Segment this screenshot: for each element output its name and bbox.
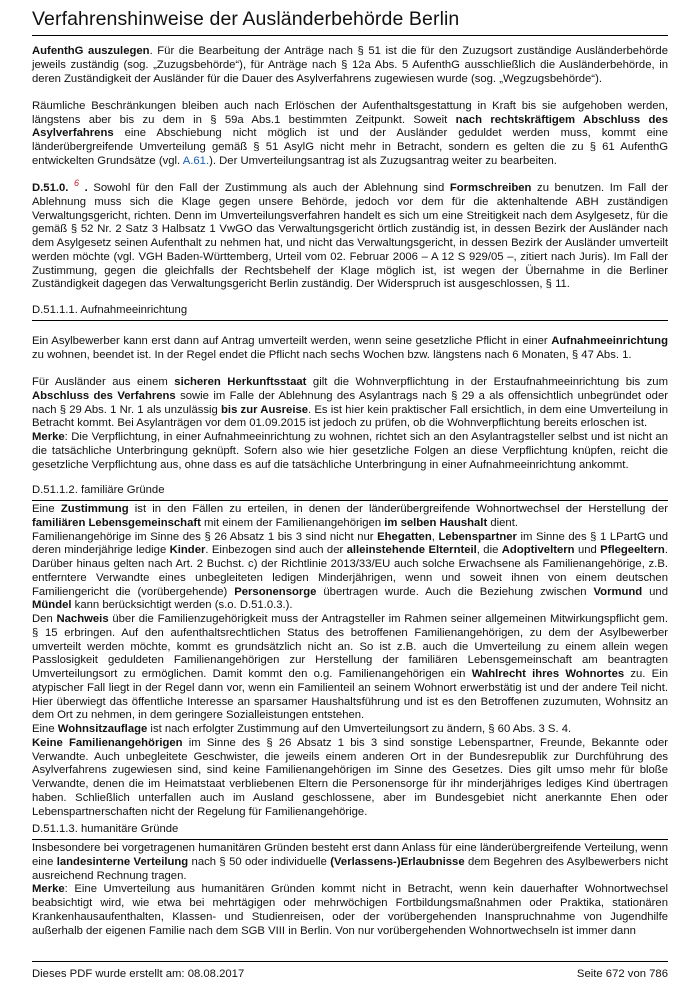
text: . Für die Bearbeitung der Anträge nach § 51 ist die für den Zuzugsort zuständige Ausländerbehörde jeweils zuständig (sog. „Zuzugsbehörde“), für Anträge nach § 12a Abs. 5 AufenthG ausschließlich die Ausländerbehörde, in deren Zuständigkeit der Ausländer für die Dauer des Asylverfahrens zugewiesen wurde (sog. „Wegzugsbehörde“).	[32, 45, 668, 85]
page-title: Verfahrenshinweise der Ausländerbehörde Berlin	[32, 8, 668, 36]
bold-term: nach rechtskräftigem Abschluss des Asylverfahrens	[32, 113, 668, 140]
text: zu benutzen. Im Fall der Ablehnung muss sich die Klage gegen unsere Behörde, jedoch vor dem für die aktenhaltende ABH zuständigen Verwaltungsgericht, richten. Denn im Umverteilungsverfahren handelt es sich um eine Streitigkeit nach dem Asylgesetz, für die gemäß § 52 Nr. 2 Satz 3 Halbsatz 1 VwGO das Verwaltungsgericht örtlich zuständig ist, in dessen Bezirk der Ausländer nach dem Asylgesetz seinen Aufenthalt zu nehmen hat, und nicht das Verwaltungsgericht, in dessen Bezirk der Ausländer umverteilt werden möchte (vgl. VGH Baden-Württemberg, Urteil vom 02. Februar 2006 – A 12 S 929/05 –, zitiert nach Juris). Im Fall der Zustimmung, gegen die gleichfalls der Rechtsbehelf der Klage möglich ist, ist wegen der Übernahme in die Berliner Zuständigkeit dagegen das Verwaltungsgericht Berlin zuständig. Der Widerspruch ist ausgeschlossen, § 11.	[32, 182, 668, 291]
text: im Sinne des § 1 LPartG und deren minderjährige ledige	[32, 530, 669, 557]
text: Sowohl für den Fall der Zustimmung als auch der Ablehnung sind	[87, 182, 450, 195]
bold-term: Zustimmung	[60, 503, 129, 516]
text: ist nach erfolgter Zustimmung auf den Umverteilungsort zu ändern, § 60 Abs. 3 S. 4.	[147, 723, 572, 736]
paragraph	[32, 503, 668, 531]
text: . Darüber hinaus gelten nach Art. 2 Buchst. c) der Richtlinie 2013/33/EU auch solche Erwachsene als Familienangehörige, z.B. entferntere Verwandte eines unbegleiteten ledigen Minderjährigen, wenn und soweit ihnen von einem deutschen Familiengericht die (vorübergehende)	[32, 544, 668, 598]
text: über die Familienzugehörigkeit muss der Antragsteller im Rahmen seiner allgemeinen Mitwirkungspflicht gem. § 15 erbringen. Auf den aufenthaltsrechtlichen Status des betroffenen Familienangehörigen, zu dem der Asylbewerber umverteilt werden möchte, kommt es grundsätzlich nicht an. So ist z.B. auch die Umverteilung zu einem allein wegen Passlosigkeit geduldeten Familienangehörigen zur Herstellung der familiären Lebensgemeinschaft am beantragten Umverteilungsort zu ermöglichen. Damit kommt den o.g. Familienangehörigen ein	[32, 613, 668, 681]
text: und	[642, 585, 668, 598]
bold-term: (Verlassens-)Erlaubnisse	[330, 855, 465, 868]
paragraph	[32, 531, 668, 614]
text: dient.	[487, 516, 518, 529]
paragraph	[32, 335, 668, 363]
bold-term: Wahlrecht ihres Wohnortes	[471, 668, 625, 681]
paragraph	[32, 100, 668, 169]
text: dem Begehren des Asylbewerbers nicht ausreichend Rechnung tragen.	[32, 855, 668, 882]
section-heading: D.51.1.3. humanitäre Gründe	[32, 823, 668, 840]
text: : Eine Umverteilung aus humanitären Gründen kommt nicht in Betracht, wenn kein dauerhafter Wohnortwechsel beabsichtigt wird, wie etwa bei mehrtägigen oder mehrwöchigen Fortbildungsmaßnahmen oder Praktika, stationären Krankenhausaufenthalten, Klassen- und Studienreisen, oder der vorübergehenden Inanspruchnahme von Jugendhilfe außerhalb der eigenen Familie nach dem SGB VIII in Berlin. Von nur vorübergehenden Wohnortwechseln ist immer dann	[32, 883, 668, 937]
bold-term: Mündel	[32, 599, 72, 612]
text: mit einem der Familienangehörigen	[200, 516, 385, 529]
bold-term: im selben Haushalt	[384, 516, 488, 529]
text: . Einbezogen sind auch der	[205, 544, 347, 557]
section-number: D.51.0.	[32, 182, 69, 195]
text: : Die Verpflichtung, in einer Aufnahmeeinrichtung zu wohnen, richtet sich an den Asylantragsteller selbst und ist nicht an die tatsächliche Unterbringung geknüpft. Sofern also wie hier gesetzliche Folgen an diese Verpflichtung knüpfen, reicht die gesetzliche Verpflichtung aus, ohne dass es auf die tatsächliche Unterbringung in einer Aufnahmeeinrichtung ankommt.	[32, 431, 668, 471]
bold-term: Nachweis	[56, 613, 109, 626]
bold-term: Merke	[32, 883, 65, 896]
document-page	[32, 8, 668, 938]
created-date: Dieses PDF wurde erstellt am: 08.08.2017	[32, 968, 245, 980]
text: Insbesondere bei vorgetragenen humanitären Gründen besteht erst dann Anlass für eine länderübergreifende Verteilung, wenn eine	[32, 842, 668, 868]
bold-term: landesinterne Verteilung	[56, 855, 189, 868]
text: ist in den Fällen zu erteilen, in denen der länderübergreifende Wohnortwechsel der Herstellung der	[128, 503, 668, 516]
paragraph	[32, 431, 668, 472]
text: nach § 50 oder individuelle	[188, 855, 331, 868]
text: . Es ist hier kein praktischer Fall ersichtlich, in dem eine Umverteilung in Betracht kommt. Bei Asylanträgen vor dem 01.09.2015 ist jedoch zu prüfen, ob die Wohnverpflichtung bereits erloschen ist.	[32, 403, 668, 430]
bold-term: alleinstehende Elternteil	[346, 544, 477, 557]
paragraph	[32, 376, 668, 431]
bold-term: Adoptiveltern	[501, 544, 575, 557]
page-footer	[32, 961, 668, 980]
text: im Sinne des § 26 Absatz 1 bis 3 sind sonstige Lebenspartner, Freunde, Bekannte oder Verwandte. Auch unbegleitete Geschwister, die jeweils einem anderen Ort in der Bundesrepublik zur Durchführung des Asylverfahrens zugewiesen sind, sind keine Familienangehörigen im Sinne des Gesetzes. Dies gilt umso mehr für bloße Verwandte, denen die im Heimatstaat verbliebenen Eltern die Personensorge für ihr minderjähriges lediges Kind übertragen haben. Schließlich unterfallen auch im Ausland geschlossene, aber im Bundesgebiet nicht anerkannte Ehen oder Lebenspartnerschaften nicht der Regelung für Familienangehörige.	[32, 736, 668, 818]
paragraph	[32, 723, 668, 737]
text: sowie im Falle der Ablehnung des Asylantrags nach § 29 a als offensichtlich unbegründet oder nach § 29 Abs. 1 Nr. 1 als unzulässig	[32, 389, 668, 416]
text: eine Abschiebung nicht möglich ist und der Ausländer geduldet werden muss, kommt eine länderübergreifende Umverteilung gemäß § 51 AsylG nicht mehr in Betracht, sondern es gelten die zu § 61 AufenthG entwickelten Grundsätze (vgl.	[32, 127, 668, 167]
section-heading: D.51.1.1. Aufnahmeeinrichtung	[32, 304, 668, 321]
bold-term: Vormund	[593, 585, 643, 598]
text: zu wohnen, beendet ist. In der Regel endet die Pflicht nach sechs Wochen bzw. längstens nach 6 Monaten, § 47 Abs. 1.	[32, 348, 632, 361]
text: ,	[431, 530, 439, 543]
bold-term: Formschreiben	[449, 182, 532, 195]
text: ). Der Umverteilungsantrag ist als Zuzugsantrag weiter zu bearbeiten.	[209, 154, 557, 167]
bold-term: bis zur Ausreise	[221, 403, 309, 416]
paragraph	[32, 737, 668, 820]
bold-term: Pflegeeltern	[600, 544, 665, 557]
text: Den	[32, 613, 57, 626]
text: zu. Ein atypischer Fall liegt in der Regel dann vor, wenn ein Familienteil an seinem Wohnort erwerbstätig ist und der andere Teil nicht. Hier überwiegt das öffentliche Interesse an sparsamer Haushaltsführung und ist es den Betroffenen zuzumuten, Wohnsitz an dem Ort zu nehmen, in dem geringere Sozialleistungen entstehen.	[32, 668, 668, 722]
bold-term: Abschluss des Verfahrens	[32, 389, 176, 402]
text: Räumliche Beschränkungen bleiben auch nach Erlöschen der Aufenthaltsgestattung in Kraft bis sie aufgehoben werden, längstens aber bis zu dem in § 59a Abs.1 bestimmten Zeitpunkt. Soweit	[32, 99, 668, 126]
text: , die	[476, 544, 502, 557]
section-heading: D.51.1.2. familiäre Gründe	[32, 484, 668, 501]
bold-term: sicheren Herkunftsstaat	[174, 376, 307, 389]
text: Eine	[32, 503, 61, 516]
bold-term: Ehegatten	[377, 530, 432, 543]
paragraph	[32, 883, 668, 938]
bold-term: AufenthG auszulegen	[32, 45, 150, 57]
text: und	[574, 544, 601, 557]
cross-reference-link[interactable]: A.61.	[182, 154, 210, 167]
bold-term: Aufnahmeeinrichtung	[551, 334, 668, 347]
text: Eine	[32, 723, 58, 736]
text: Ein Asylbewerber kann erst dann auf Antrag umverteilt werden, wenn seine gesetzliche Pflicht in einer	[32, 334, 552, 347]
paragraph	[32, 613, 668, 723]
text: Für Ausländer aus einem	[32, 376, 175, 389]
bold-term: Wohnsitzauflage	[57, 723, 148, 736]
bold-term: familiären Lebensgemeinschaft	[32, 516, 201, 529]
bold-term: Merke	[32, 431, 65, 444]
text: übertragen wurde. Auch die Beziehung zwischen	[316, 585, 594, 598]
bold-term: Kinder	[169, 544, 206, 557]
page-number: Seite 672 von 786	[576, 968, 668, 980]
annotation-marker-icon[interactable]: 6	[74, 178, 80, 189]
paragraph	[32, 178, 668, 292]
paragraph	[32, 842, 668, 883]
text: Familienangehörige im Sinne des § 26 Absatz 1 bis 3 sind nicht nur	[32, 530, 378, 543]
paragraph	[32, 45, 668, 86]
text: gilt die Wohnverpflichtung in der Erstaufnahmeeinrichtung bis zum	[306, 376, 669, 389]
bold-term: .	[79, 182, 88, 195]
text: kann berücksichtigt werden (s.o. D.51.0.3.).	[71, 599, 293, 612]
bold-term: Personensorge	[234, 585, 317, 598]
bold-term: Keine Familienangehörigen	[32, 736, 183, 749]
bold-term: Lebenspartner	[438, 530, 517, 543]
